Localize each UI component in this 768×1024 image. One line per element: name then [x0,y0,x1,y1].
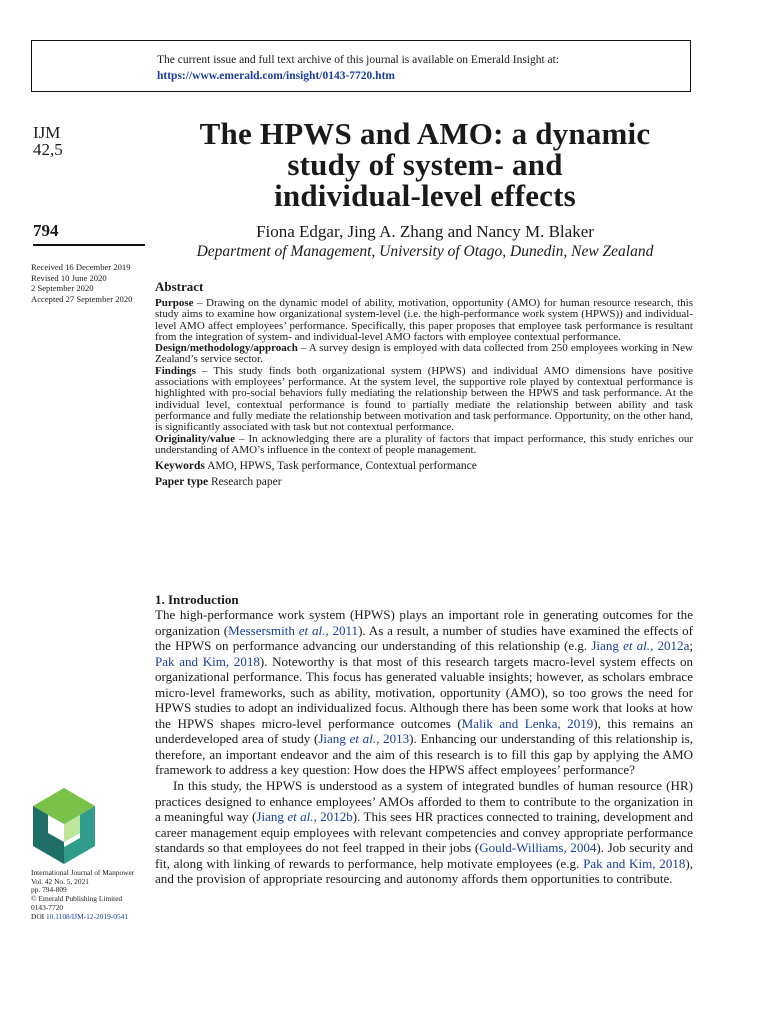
citation-etal: et al. [298,622,326,638]
page-range: pp. 794-809 [31,885,67,895]
citation-year: , 2012b [313,809,353,825]
title-line: study of system- and [287,147,563,182]
design-label: Design/methodology/approach [155,342,298,355]
paper-type-label: Paper type [155,476,209,489]
citation-author: Messersmith [228,622,299,638]
paragraph [155,607,693,778]
findings-label: Findings [155,364,196,377]
citation-link[interactable]: Pak and Kim, 2018 [583,855,686,871]
design-text: – A survey design is employed with data collected from 250 employees working in New Zealand’s service sector. [155,342,693,366]
abstract-originality [155,434,693,457]
body-text-run: ). Job security and fit, along with linking of rewards to performance, help motivate employees (e.g. [155,840,694,871]
title-line: The HPWS and AMO: a dynamic [199,116,651,151]
doi-line [31,913,134,922]
keywords-text: AMO, HPWS, Task performance, Contextual performance [204,460,477,473]
citation-year: , 2013 [376,731,410,747]
citation-etal: et al. [349,731,377,747]
findings-text: – This study finds both organizational system (HPWS) and individual AMO dimensions have positive associations with employees’ performance. At the system level, the supportive role played by contextual performance is highlighted with pro-social behaviors fully mediating the relationship between the HPWS and task performance. At the individual level, contextual performance is found to partially mediate the relationship between ability and task performance and fully mediate the relationship between motivation and task performance. Opportunity, on the other hand, is significantly associated with task but not contextual performance. [155,364,693,434]
title-line: individual-level effects [274,178,576,213]
article-title [155,118,695,211]
abstract [155,280,693,490]
page-number: 794 [33,221,59,240]
section-heading-introduction: 1. Introduction [155,592,239,607]
date-revised-2: 2 September 2020 [31,283,94,293]
citation-year: , 2012a [650,638,690,654]
body-text-run: ; [689,638,693,654]
journal-name: International Journal of Manpower [31,868,135,877]
notice-text: The current issue and full text archive of this journal is available on Emerald Insight at: [157,54,560,66]
citation-author: Jiang [256,809,288,825]
date-revised: Revised 10 June 2020 [31,272,107,283]
abstract-heading: Abstract [155,279,204,294]
journal-url-link[interactable]: https://www.emerald.com/insight/0143-7720.htm [157,70,395,82]
affiliation: Department of Management, University of Otago, Dunedin, New Zealand [196,243,654,260]
body-text-run: ), this remains an underdeveloped area of study ( [155,715,694,747]
citation-link[interactable]: Gould-Williams, 2004 [479,840,597,856]
citation-year: , 2011 [325,622,359,638]
purpose-text: – Drawing on the dynamic model of ability, motivation, opportunity (AMO) for human resource research, this study aims to examine how organizational system-level (i.e. the high-performance work system (HPWS)) and individual-level AMO affect employees’ performance. Specifically, this paper proposes that employee task performance is resultant from the integration of system- and individual-level AMO factors with employee contextual performance. [155,297,693,343]
citation-link[interactable] [318,731,409,746]
emerald-logo-icon [31,786,97,866]
doi-label: DOI [31,911,46,921]
authors: Fiona Edgar, Jing A. Zhang and Nancy M. Blaker [256,222,594,241]
availability-notice [31,40,691,92]
originality-text: – In acknowledging there are a plurality of factors that impact performance, this study enriches our understanding of AMO’s influence in the context of people management. [155,432,693,456]
originality-label: Originality/value [155,432,236,445]
citation-link[interactable] [256,809,352,824]
volume-issue: 42,5 [33,140,63,159]
paragraph [155,778,693,887]
abstract-purpose [155,298,693,343]
journal-metadata [31,869,134,921]
body-text-run: ). Noteworthy is that most of this research targets macro-level system effects on organizational performance. This focus has generated valuable insights; however, as scholars embrace micro-level frameworks, such as ability, motivation, opportunity (AMO), so too grows the need for HPWS studies to adopt an individualized focus. Although there has been some work that looks at how the HPWS shapes micro-level performance outcomes ( [155,653,693,731]
purpose-label: Purpose [155,297,194,309]
body-text-run: ). As a result, a number of studies have examined the effects of the HPWS on performance advancing our understanding of this relationship (e.g. [155,622,693,654]
body-text-run: ), and the provision of appropriate resourcing and autonomy affords them opportunities to contribute. [155,855,693,887]
abstract-findings [155,366,693,434]
journal-volume: Vol. 42 No. 5, 2021 [31,876,89,886]
copyright: © Emerald Publishing Limited [31,894,123,904]
citation-etal: et al. [623,638,651,654]
citation-author: Jiang [591,638,624,654]
sidebar-rule [33,244,145,246]
body-text-run: In this study, the HPWS is understood as a system of integrated bundles of human resource (HR) practices designed to enhance employees’ AMOs afforded to them to contribute to the organization in a meaningful way ( [155,778,693,825]
keywords-label: Keywords [155,460,205,473]
date-received: Received 16 December 2019 [31,262,131,272]
citation-author: Jiang [318,731,350,747]
body-text-run: ). This sees HR practices connected to training, development and career management equip employees with relevant competencies and convey appropriate performance standards so that employees do not feel trapped in their jobs ( [155,809,693,856]
introduction-body [155,607,693,887]
doi-link[interactable]: 10.1108/IJM-12-2019-0541 [45,911,129,921]
citation-link[interactable]: Malik and Lenka, 2019 [461,715,594,731]
issn: 0143-7720 [31,902,64,912]
abstract-design [155,343,693,366]
citation-etal: et al. [287,809,314,825]
citation-link[interactable] [228,623,358,638]
journal-abbr: IJM [33,123,61,142]
date-accepted: Accepted 27 September 2020 [31,293,133,304]
body-text-run: ). Enhancing our understanding of this relationship is, therefore, an important endeavor and the aim of this research is to fill this gap by applying the AMO framework to address a key question: How does the HPWS affect employees’ performance? [155,731,694,778]
citation-link[interactable]: Pak and Kim, 2018 [155,653,260,669]
paper-type [155,475,693,490]
journal-code [33,124,63,158]
paper-type-text: Research paper [208,476,282,489]
body-text-run: The high-performance work system (HPWS) plays an important role in generating outcomes for the organization ( [155,607,693,638]
keywords [155,459,693,474]
citation-link[interactable] [591,638,689,653]
article-dates [31,262,132,304]
